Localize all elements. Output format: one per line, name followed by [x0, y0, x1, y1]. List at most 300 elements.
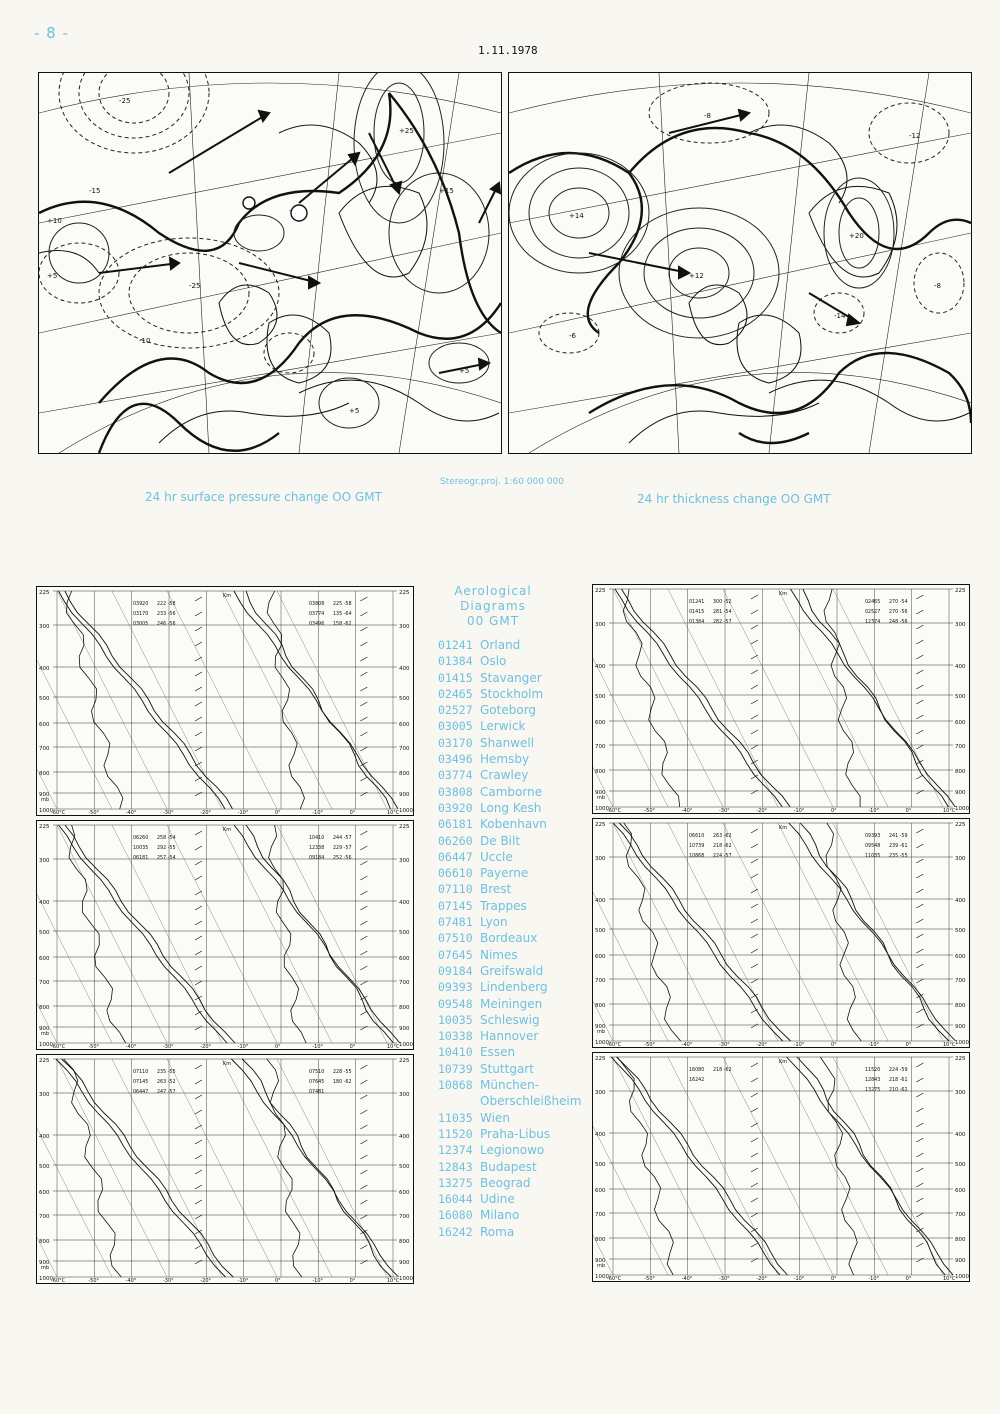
- station-code: 12374: [438, 1143, 473, 1158]
- pressure-level-label: 400: [399, 900, 410, 906]
- station-name: Nimes: [480, 947, 518, 962]
- tropopause-reading: 228 -55: [333, 1070, 352, 1075]
- wind-barb: [916, 775, 923, 779]
- pressure-level-label: 300: [399, 624, 410, 630]
- wind-barb: [751, 1243, 758, 1247]
- legend-title: [438, 584, 548, 629]
- station-id-label: 07145: [133, 1080, 149, 1085]
- pressure-level-label: 600: [955, 954, 966, 960]
- wind-barb: [751, 859, 758, 863]
- wind-barb: [195, 906, 202, 910]
- wind-barb: [195, 792, 202, 796]
- wind-barb: [360, 642, 367, 646]
- station-id-label: 11035: [865, 854, 881, 859]
- station-entry: [438, 702, 588, 718]
- dry-adiabat: [167, 825, 277, 1043]
- wind-barb: [751, 904, 758, 908]
- station-code: 03496: [438, 752, 473, 767]
- pressure-level-label: 500: [399, 930, 410, 936]
- station-entry: [438, 1159, 588, 1175]
- legend-title-line: 00 GMT: [466, 614, 520, 628]
- pressure-level-label: 700: [595, 744, 606, 750]
- thickness-zero-lines: [509, 128, 971, 443]
- wind-barb: [751, 1213, 758, 1217]
- pressure-level-label: 600: [955, 1188, 966, 1194]
- station-entry: [438, 686, 588, 702]
- pressure-level-label: 225: [955, 822, 966, 828]
- dry-adiabat: [57, 1059, 167, 1277]
- wind-barb: [751, 1153, 758, 1157]
- wind-barb: [751, 889, 758, 893]
- temperature-tick-label: -20°: [200, 1044, 212, 1049]
- station-name: Crawley: [480, 768, 529, 783]
- temperature-tick-label: -60°C: [607, 808, 622, 813]
- temperature-profile-b: [619, 823, 790, 1041]
- station-id-label: 11520: [865, 1068, 881, 1073]
- pressure-level-label: 300: [399, 858, 410, 864]
- temperature-tick-label: 10°C: [387, 1278, 400, 1283]
- pressure-level-label: 500: [399, 696, 410, 702]
- aerological-diagram: [36, 586, 414, 816]
- wind-barb: [195, 966, 202, 970]
- station-name: Hemsby: [480, 752, 530, 767]
- tropopause-reading: 222 -58: [157, 602, 176, 607]
- diagram-canvas: [593, 819, 969, 1047]
- pressure-level-label: 225: [399, 590, 410, 596]
- pressure-level-label: 500: [39, 696, 50, 702]
- station-id-label: 12338: [309, 846, 325, 851]
- pressure-level-label: 400: [955, 1132, 966, 1138]
- wind-barb: [751, 1198, 758, 1202]
- station-name: Meiningen: [480, 996, 543, 1011]
- temperature-tick-label: -40°: [681, 1042, 693, 1047]
- station-id-label: 09393: [865, 834, 881, 839]
- station-code: 07510: [438, 931, 473, 946]
- wind-barb: [751, 1024, 758, 1028]
- temperature-tick-label: 10°C: [943, 1276, 956, 1281]
- wind-barb: [916, 1009, 923, 1013]
- wind-barb: [195, 612, 202, 616]
- pressure-level-label: 500: [39, 1164, 50, 1170]
- station-entry: [438, 1126, 588, 1142]
- wind-barb: [916, 949, 923, 953]
- pressure-level-label: 225: [955, 588, 966, 594]
- tropopause-reading: 224 -59: [889, 1068, 908, 1073]
- pressure-level-label: 900: [595, 1024, 606, 1030]
- wind-barb: [360, 1155, 367, 1159]
- wind-barb: [916, 844, 923, 848]
- wind-barb: [360, 921, 367, 925]
- pressure-level-label: 300: [399, 1092, 410, 1098]
- wind-barb: [195, 747, 202, 751]
- wind-barb: [195, 861, 202, 865]
- wind-barb: [916, 934, 923, 938]
- station-code: 07481: [438, 915, 473, 930]
- dewpoint-profile-b: [269, 825, 307, 1043]
- wind-barb: [195, 627, 202, 631]
- station-id-label: 01241: [689, 600, 705, 605]
- temperature-tick-label: -10°: [868, 808, 880, 813]
- pressure-level-label: 700: [39, 980, 50, 986]
- station-list: [438, 637, 588, 1240]
- station-entry: [438, 1012, 588, 1028]
- temperature-tick-label: -50°: [88, 810, 100, 815]
- station-id-label: 01415: [689, 610, 705, 615]
- wind-barb: [195, 732, 202, 736]
- pressure-level-label: 400: [955, 664, 966, 670]
- temperature-tick-label: -50°: [88, 1044, 100, 1049]
- aerological-diagram: [592, 818, 970, 1048]
- wind-barb: [751, 829, 758, 833]
- station-entry: [438, 865, 588, 881]
- station-code: 09548: [438, 996, 473, 1011]
- wind-barb: [751, 625, 758, 629]
- dry-adiabat: [723, 1057, 833, 1275]
- station-code: 09393: [438, 980, 473, 995]
- station-id-label: 03808: [309, 602, 325, 607]
- wind-barb: [751, 964, 758, 968]
- pressure-level-label: 800: [955, 769, 966, 775]
- pressure-level-label: 700: [399, 746, 410, 752]
- pressure-zero-lines: [39, 93, 501, 453]
- temperature-tick-label: 0°: [831, 1276, 837, 1281]
- wind-barb: [360, 1260, 367, 1264]
- wind-barb: [360, 966, 367, 970]
- tropopause-reading: 241 -59: [889, 834, 908, 839]
- pressure-level-label: 1000: [39, 1042, 53, 1048]
- svg-text:-8: -8: [704, 112, 711, 120]
- wind-barb: [751, 745, 758, 749]
- temperature-tick-label: -50°: [88, 1278, 100, 1283]
- pressure-level-label: 400: [39, 900, 50, 906]
- tropopause-reading: 235 -55: [157, 1070, 176, 1075]
- pressure-level-label: 800: [595, 1237, 606, 1243]
- wind-barb: [751, 1258, 758, 1262]
- legend-title-line: Aerological: [454, 584, 532, 598]
- station-id-label: 03496: [309, 622, 325, 627]
- svg-text:-25: -25: [189, 282, 201, 290]
- wind-barb: [360, 1215, 367, 1219]
- station-id-label: 06181: [133, 856, 149, 861]
- wind-barb: [916, 745, 923, 749]
- dry-adiabat: [723, 589, 833, 807]
- pressure-level-label: 400: [955, 898, 966, 904]
- wind-barb: [360, 1011, 367, 1015]
- station-name: Praha-Libus: [480, 1126, 551, 1141]
- wind-barb: [916, 919, 923, 923]
- pressure-level-label: 1000: [595, 1040, 609, 1046]
- temperature-tick-label: -50°: [644, 1276, 656, 1281]
- svg-text:-: -: [289, 207, 292, 215]
- station-name: Greifswald: [480, 963, 544, 978]
- station-entry: [438, 881, 588, 897]
- temperature-tick-label: -20°: [756, 1276, 768, 1281]
- station-name: Essen: [480, 1045, 516, 1060]
- station-code: 10338: [438, 1029, 473, 1044]
- temperature-tick-label: -10°: [312, 1278, 324, 1283]
- station-id-label: 12374: [865, 620, 881, 625]
- station-id-label: 06610: [689, 834, 705, 839]
- temperature-tick-label: -40°: [125, 1044, 137, 1049]
- station-entry: [438, 718, 588, 734]
- station-name: München- Oberschleißheim: [480, 1078, 582, 1109]
- tropopause-reading: 218 -62: [713, 844, 732, 849]
- wind-barb: [916, 595, 923, 599]
- wind-barb: [916, 640, 923, 644]
- temperature-tick-label: 0°: [905, 1042, 912, 1047]
- station-code: 11520: [438, 1126, 473, 1141]
- tropopause-reading: 135 -64: [333, 612, 352, 617]
- station-id-label: 16080: [689, 1068, 705, 1073]
- unit-km-label: Km: [223, 1061, 232, 1067]
- wind-barb: [360, 657, 367, 661]
- dry-adiabat: [833, 589, 943, 807]
- temperature-tick-label: -10°: [312, 810, 324, 815]
- station-name: Hannover: [480, 1029, 539, 1044]
- pressure-level-label: 800: [595, 769, 606, 775]
- temperature-tick-label: 0°: [831, 808, 837, 813]
- temperature-tick-label: -20°: [200, 1278, 212, 1283]
- pressure-level-label: 600: [39, 722, 50, 728]
- tropopause-reading: 158 -62: [333, 622, 352, 627]
- pressure-level-label: 1000: [955, 806, 969, 812]
- wind-barb: [195, 1155, 202, 1159]
- station-code: 10868: [438, 1078, 473, 1093]
- tropopause-reading: 263 -52: [157, 1080, 176, 1085]
- wind-barb: [195, 1200, 202, 1204]
- wind-barb: [195, 1170, 202, 1174]
- pressure-level-label: 400: [595, 664, 606, 670]
- pressure-level-label: 225: [399, 824, 410, 830]
- station-name: Payerne: [480, 866, 529, 881]
- pressure-level-label: 1000: [955, 1274, 969, 1280]
- pressure-level-label: 500: [595, 694, 606, 700]
- wind-barb: [360, 831, 367, 835]
- wind-barb: [360, 777, 367, 781]
- temperature-tick-label: -40°: [125, 810, 137, 815]
- wind-barb: [916, 1138, 923, 1142]
- pressure-level-label: 800: [595, 1003, 606, 1009]
- svg-text:-12: -12: [909, 132, 921, 140]
- pressure-level-label: 300: [595, 622, 606, 628]
- temperature-profile-a: [611, 1057, 780, 1275]
- wind-barb: [195, 951, 202, 955]
- page-number: - 8 -: [34, 24, 69, 42]
- wind-barb: [751, 874, 758, 878]
- wind-barb: [360, 936, 367, 940]
- pressure-level-label: 800: [39, 1005, 50, 1011]
- temperature-tick-label: -60°C: [51, 1278, 66, 1283]
- wind-barb: [916, 1213, 923, 1217]
- wind-barb: [195, 642, 202, 646]
- svg-text:+10: +10: [47, 217, 62, 225]
- station-entry: [438, 670, 588, 686]
- wind-barb: [916, 1183, 923, 1187]
- temperature-tick-label: -40°: [681, 808, 693, 813]
- dewpoint-profile-b: [824, 589, 860, 807]
- dry-adiabat: [723, 823, 833, 1041]
- dry-adiabat: [613, 1057, 723, 1275]
- station-legend: [438, 584, 588, 1240]
- pressure-level-label: 600: [955, 720, 966, 726]
- wind-barb: [195, 1095, 202, 1099]
- station-name: Schleswig: [480, 1012, 540, 1027]
- station-entry: [438, 849, 588, 865]
- projection-note: Stereogr.proj. 1:60 000 000: [440, 477, 565, 487]
- wind-barb: [195, 1245, 202, 1249]
- pressure-level-label: 800: [39, 1239, 50, 1245]
- station-code: 13275: [438, 1175, 473, 1190]
- pressure-level-label: 400: [39, 666, 50, 672]
- station-code: 11035: [438, 1110, 473, 1125]
- unit-mb-label: mb: [41, 797, 50, 803]
- station-id-label: 10035: [133, 846, 149, 851]
- wind-barb: [360, 702, 367, 706]
- temperature-tick-label: 0°: [275, 1044, 281, 1049]
- temperature-tick-label: -10°: [793, 1042, 805, 1047]
- dry-adiabat: [668, 1057, 778, 1275]
- station-entry: [438, 1142, 588, 1158]
- temperature-tick-label: -50°: [644, 808, 656, 813]
- diagram-canvas: [37, 587, 413, 815]
- pressure-level-label: 900: [399, 1026, 410, 1032]
- temperature-tick-label: -60°C: [51, 810, 66, 815]
- station-code: 09184: [438, 963, 473, 978]
- station-code: 16044: [438, 1192, 473, 1207]
- station-code: 02527: [438, 703, 473, 718]
- pressure-level-label: 1000: [399, 1276, 413, 1282]
- temperature-tick-label: -30°: [163, 1278, 174, 1283]
- wind-barb: [916, 979, 923, 983]
- station-code: 03920: [438, 800, 473, 815]
- wind-barb: [195, 831, 202, 835]
- station-id-label: 01384: [689, 620, 705, 625]
- thickness-map-drawing: [509, 73, 971, 453]
- pressure-level-label: 300: [39, 858, 50, 864]
- tropopause-reading: 252 -56: [333, 856, 352, 861]
- station-name: Beograd: [480, 1175, 531, 1190]
- surface-pressure-change-map: [38, 72, 502, 454]
- wind-barb: [916, 964, 923, 968]
- station-entry: [438, 833, 588, 849]
- station-entry: [438, 1077, 588, 1110]
- wind-barb: [360, 1185, 367, 1189]
- pressure-level-label: 400: [399, 666, 410, 672]
- station-name: Udine: [480, 1192, 515, 1207]
- station-name: Stavanger: [480, 670, 542, 685]
- tropopause-reading: 180 -62: [333, 1080, 352, 1085]
- station-name: Stuttgart: [480, 1061, 534, 1076]
- svg-text:+5: +5: [349, 407, 360, 415]
- wind-barb: [916, 1024, 923, 1028]
- wind-barb: [360, 687, 367, 691]
- tropopause-reading: 210 -62: [889, 1088, 908, 1093]
- wind-barb: [360, 717, 367, 721]
- station-code: 03774: [438, 768, 473, 783]
- wind-barb: [195, 891, 202, 895]
- map-graticule: [39, 73, 501, 453]
- temperature-profile-b: [65, 825, 235, 1043]
- wind-barb: [360, 846, 367, 850]
- station-code: 07145: [438, 898, 473, 913]
- temperature-tick-label: -10°: [868, 1042, 880, 1047]
- tropopause-reading: 300 -52: [713, 600, 732, 605]
- pressure-level-label: 700: [955, 978, 966, 984]
- station-name: Lerwick: [480, 719, 526, 734]
- temperature-tick-label: -10°: [793, 808, 805, 813]
- station-entry: [438, 1207, 588, 1223]
- tropopause-reading: 258 -54: [157, 836, 176, 841]
- tropopause-reading: 270 -54: [889, 600, 908, 605]
- station-id-label: 09548: [865, 844, 881, 849]
- wind-barb: [916, 1153, 923, 1157]
- svg-text:+25: +25: [399, 127, 414, 135]
- tropopause-reading: 248 -56: [889, 620, 908, 625]
- wind-barb: [916, 1123, 923, 1127]
- wind-barb: [751, 949, 758, 953]
- temperature-tick-label: -10°: [868, 1276, 880, 1281]
- temperature-tick-label: -10°: [237, 1278, 249, 1283]
- wind-barb: [195, 1260, 202, 1264]
- temperature-tick-label: -20°: [756, 1042, 768, 1047]
- pressure-level-label: 700: [39, 1214, 50, 1220]
- aerological-diagram: [592, 584, 970, 814]
- wind-barb: [751, 919, 758, 923]
- station-name: Oslo: [480, 654, 507, 669]
- pressure-level-label: 700: [955, 744, 966, 750]
- station-entry: [438, 1191, 588, 1207]
- station-id-label: 03005: [133, 622, 149, 627]
- wind-barb: [751, 715, 758, 719]
- temperature-tick-label: -60°C: [607, 1276, 622, 1281]
- temperature-tick-label: 10°C: [387, 810, 400, 815]
- wind-barb: [916, 1168, 923, 1172]
- wind-barb: [916, 1108, 923, 1112]
- wind-barb: [751, 790, 758, 794]
- temperature-tick-label: 0°: [275, 810, 281, 815]
- station-entry: [438, 816, 588, 832]
- pressure-level-label: 225: [955, 1056, 966, 1062]
- wind-barb: [916, 889, 923, 893]
- station-entry: [438, 784, 588, 800]
- temperature-tick-label: -40°: [681, 1276, 693, 1281]
- tropopause-reading: 224 -57: [713, 854, 732, 859]
- svg-text:+14: +14: [569, 212, 584, 220]
- station-entry: [438, 947, 588, 963]
- pressure-level-label: 500: [39, 930, 50, 936]
- station-entry: [438, 1061, 588, 1077]
- wind-barb: [195, 1026, 202, 1030]
- wind-barb: [916, 730, 923, 734]
- wind-barb: [360, 672, 367, 676]
- temperature-tick-label: -60°C: [51, 1044, 66, 1049]
- wind-barb: [751, 640, 758, 644]
- station-id-label: 13275: [865, 1088, 881, 1093]
- station-code: 06260: [438, 833, 473, 848]
- unit-km-label: Km: [779, 825, 788, 831]
- svg-text:+12: +12: [689, 272, 704, 280]
- unit-km-label: Km: [779, 591, 788, 597]
- wind-barb: [916, 904, 923, 908]
- wind-barb: [195, 1065, 202, 1069]
- temperature-tick-label: -20°: [200, 810, 212, 815]
- pressure-level-label: 700: [399, 980, 410, 986]
- station-entry: [438, 653, 588, 669]
- station-name: Stockholm: [480, 686, 544, 701]
- surface-pressure-caption: 24 hr surface pressure change OO GMT: [145, 490, 382, 504]
- temperature-tick-label: 0°: [905, 1276, 912, 1281]
- pressure-level-label: 600: [39, 956, 50, 962]
